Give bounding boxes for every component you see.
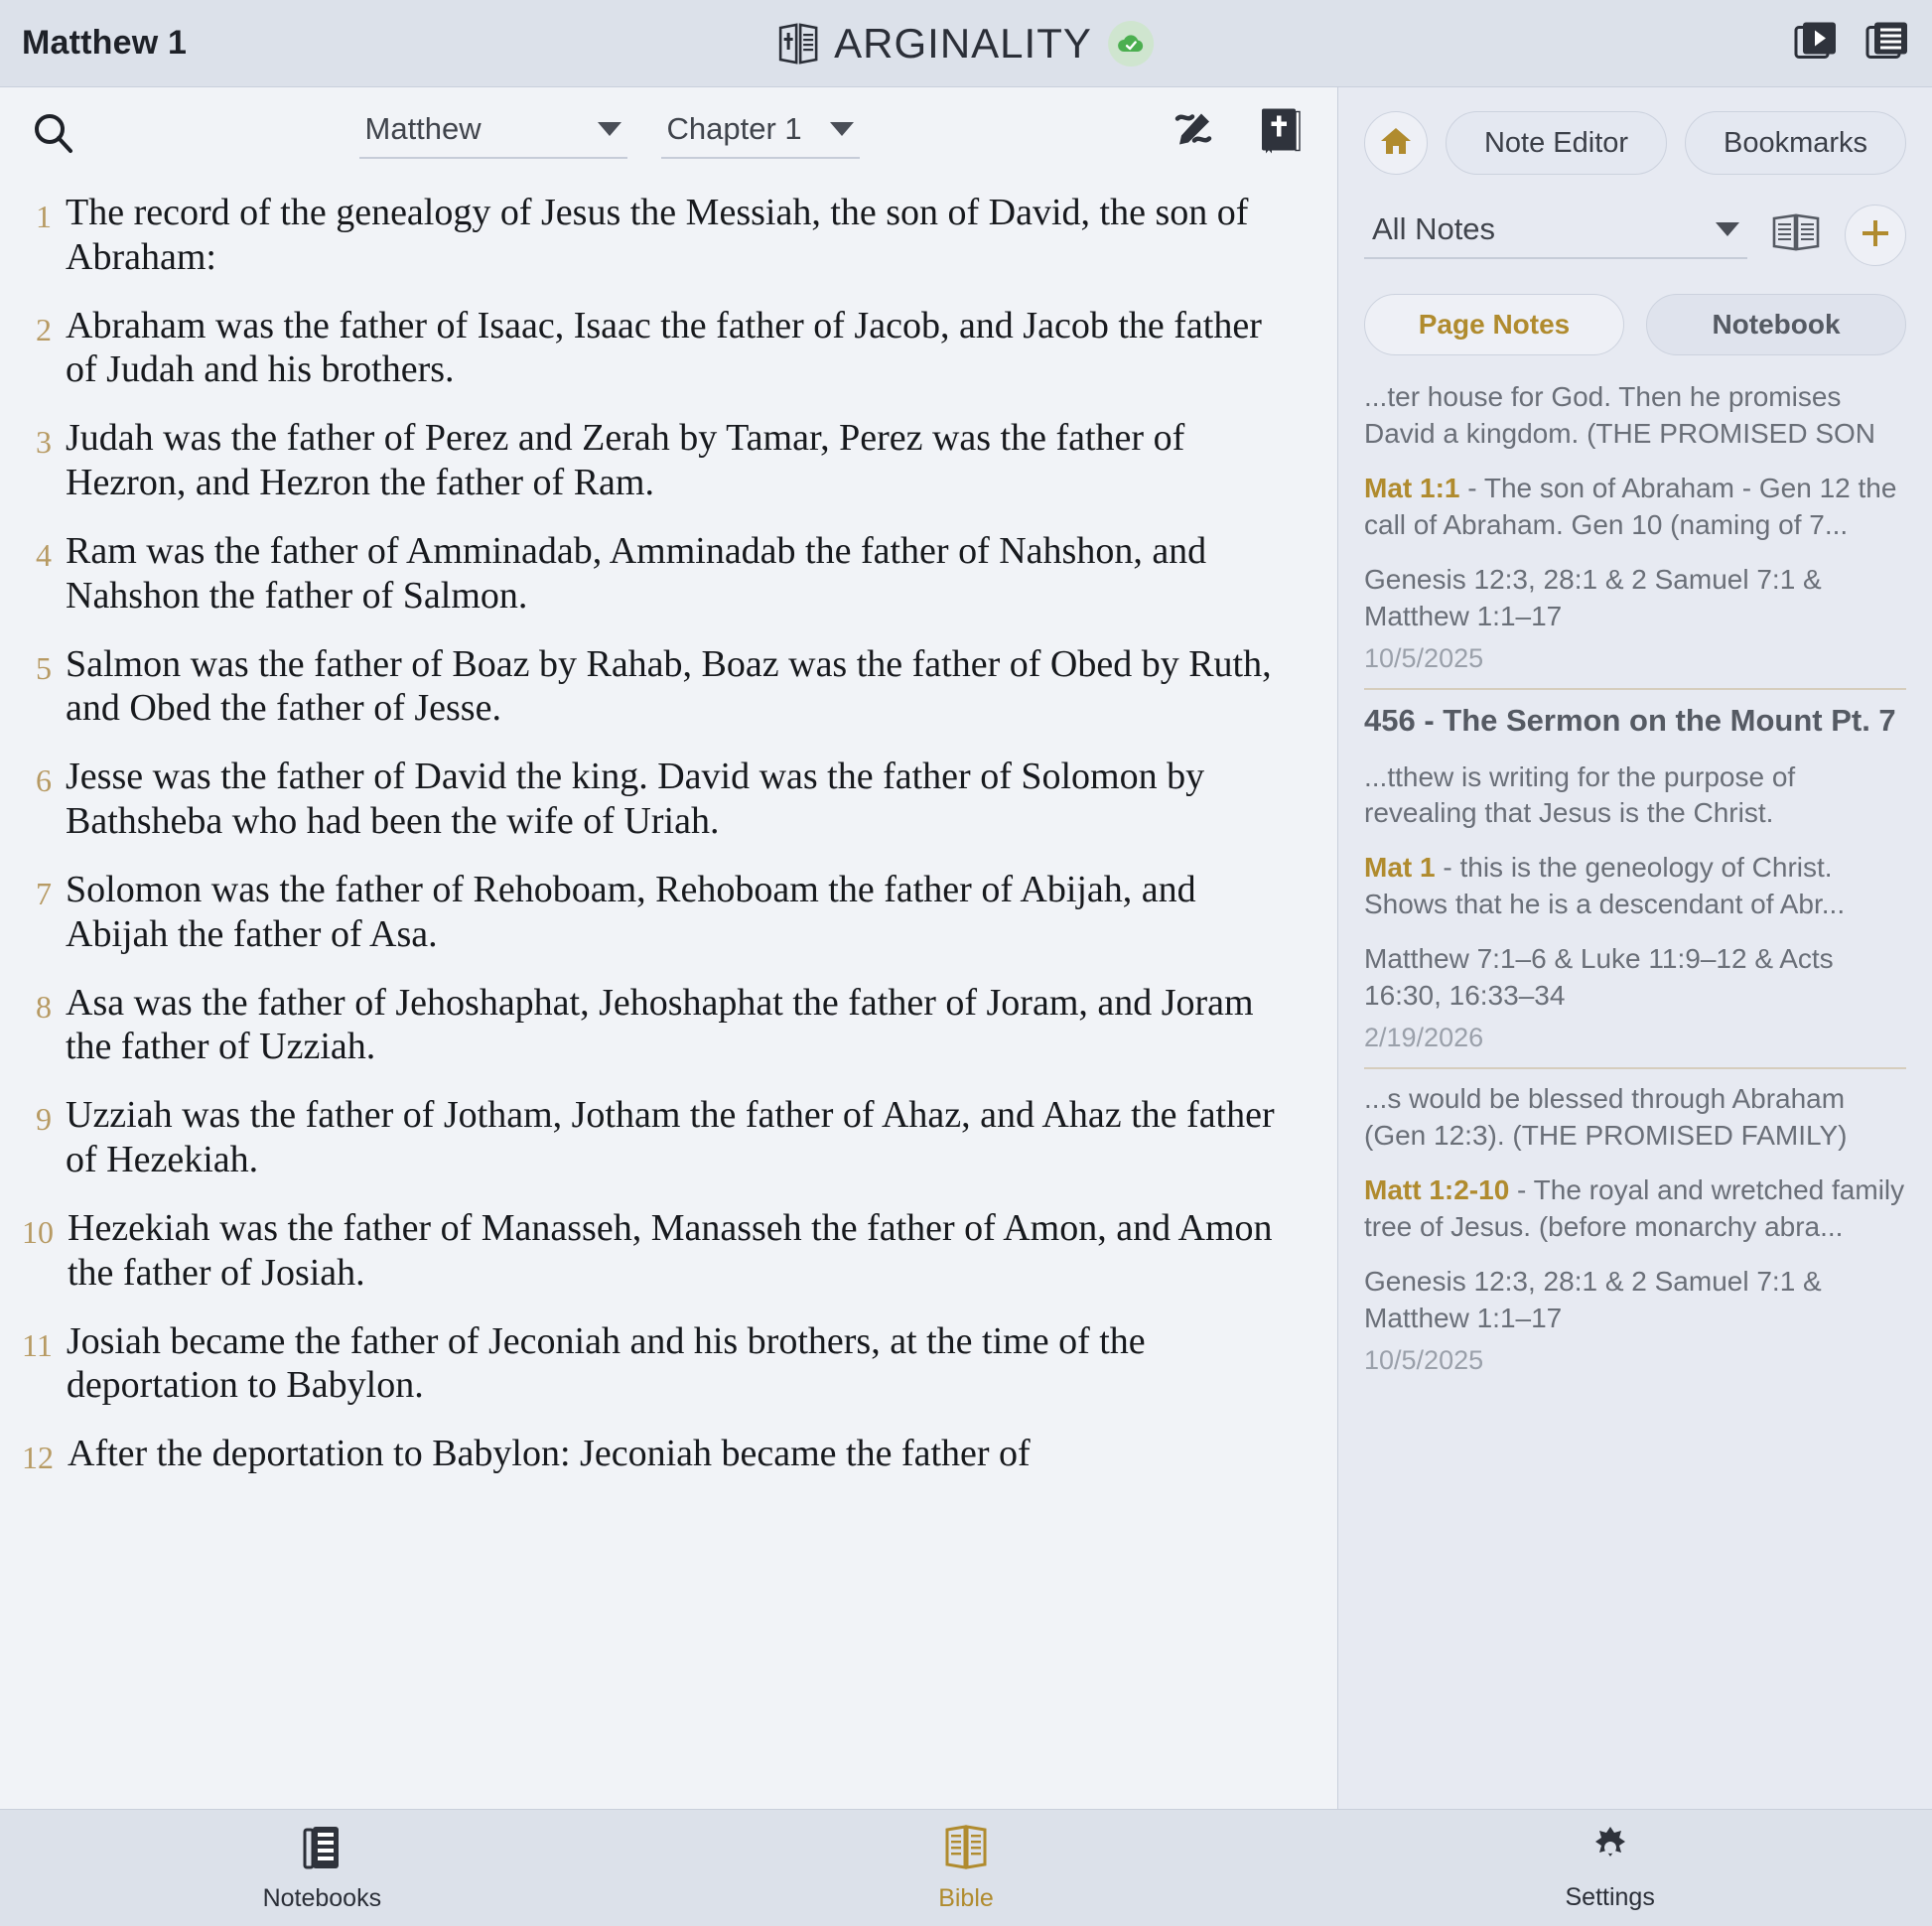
search-icon[interactable] xyxy=(26,105,81,161)
add-note-button[interactable] xyxy=(1845,205,1906,266)
cloud-check-icon xyxy=(1108,21,1154,67)
note-date: 2/19/2026 xyxy=(1364,1023,1484,1053)
note-card[interactable] xyxy=(1364,367,1906,688)
reader-tools xyxy=(1169,106,1304,161)
note-title: 456 - The Sermon on the Mount Pt. 7 xyxy=(1364,702,1896,738)
notes-pane xyxy=(1338,87,1932,1809)
verse-text: The record of the genealogy of Jesus the Messiah, the son of David, the son of Abraham: xyxy=(66,192,1249,278)
note-reference: Matt 1:2-10 xyxy=(1364,1174,1510,1206)
book-selector-label: Matthew xyxy=(364,111,482,146)
home-icon xyxy=(1379,125,1413,162)
nav-item-bible[interactable] xyxy=(644,1824,1289,1913)
brand-name: ARGINALITY xyxy=(834,19,1092,67)
note-reference-line xyxy=(1364,850,1906,923)
verse-text: Jesse was the father of David the king. David was the father of Solomon by Bathsheba who had been the wife of Uriah. xyxy=(66,756,1205,843)
bookmarks-button[interactable]: Bookmarks xyxy=(1685,111,1906,175)
verse-row[interactable] xyxy=(22,755,1298,844)
note-reference: Mat 1:1 xyxy=(1364,472,1460,503)
verse-text: Salmon was the father of Boaz by Rahab, Boaz was the father of Obed by Ruth, and Obed the father of Jesse. xyxy=(66,642,1272,730)
nav-label-notebooks: Notebooks xyxy=(262,1883,382,1912)
notes-tab-group xyxy=(1338,266,1932,355)
note-excerpt: ...ter house for God. Then he promises David a kingdom. (THE PROMISED SON xyxy=(1364,381,1876,449)
verse-row[interactable] xyxy=(22,1093,1298,1182)
verse-number: 10 xyxy=(22,1213,54,1250)
nav-label-settings: Settings xyxy=(1565,1882,1655,1911)
bottom-navigation xyxy=(0,1809,1932,1926)
note-reference-text: - The royal and wretched family tree of Jesus. (before monarchy abra... xyxy=(1364,1174,1905,1243)
verse-number: 3 xyxy=(36,424,52,461)
bible-book-icon[interactable] xyxy=(1258,106,1304,161)
top-bar xyxy=(0,0,1932,87)
notes-header xyxy=(1338,87,1932,175)
note-linked-refs: Matthew 7:1–6 & Luke 11:9–12 & Acts 16:30, 16:33–34 xyxy=(1364,943,1834,1012)
note-date: 10/5/2025 xyxy=(1364,1344,1484,1375)
top-bar-actions xyxy=(1793,18,1910,69)
notes-filter-label: All Notes xyxy=(1372,211,1496,246)
gear-icon xyxy=(1587,1825,1633,1875)
chevron-down-icon xyxy=(830,122,854,136)
verse-text: Uzziah was the father of Jotham, Jotham the father of Ahaz, and Ahaz the father of Hezekiah. xyxy=(66,1094,1275,1181)
verse-row[interactable] xyxy=(22,981,1298,1070)
verse-list xyxy=(0,179,1337,1809)
verse-row[interactable] xyxy=(22,868,1298,957)
page-title: Matthew 1 xyxy=(22,24,188,62)
notebook-icon xyxy=(300,1824,344,1876)
verse-text: Solomon was the father of Rehoboam, Rehoboam the father of Abijah, and Abijah the father of Asa. xyxy=(66,868,1196,955)
note-reference-line xyxy=(1364,471,1906,544)
verse-number: 8 xyxy=(36,988,52,1025)
note-reference-line xyxy=(1364,1172,1906,1246)
open-book-icon[interactable] xyxy=(1765,211,1827,260)
verse-number: 5 xyxy=(36,649,52,686)
video-library-icon[interactable] xyxy=(1793,18,1839,69)
note-linked-refs: Genesis 12:3, 28:1 & 2 Samuel 7:1 & Matthew 1:1–17 xyxy=(1364,563,1822,631)
note-linked-refs: Genesis 12:3, 28:1 & 2 Samuel 7:1 & Matthew 1:1–17 xyxy=(1364,1266,1822,1334)
notes-filter-row xyxy=(1338,175,1932,266)
verse-number: 6 xyxy=(36,762,52,799)
verse-row[interactable] xyxy=(22,416,1298,505)
note-reference-text: - this is the geneology of Christ. Shows that he is a descendant of Abr... xyxy=(1364,852,1846,920)
verse-text: Abraham was the father of Isaac, Isaac the father of Jacob, and Jacob the father of Judah and his brothers. xyxy=(66,304,1262,391)
verse-number: 7 xyxy=(36,875,52,911)
note-date: 10/5/2025 xyxy=(1364,642,1484,673)
note-editor-button[interactable]: Note Editor xyxy=(1446,111,1667,175)
open-book-cross-icon xyxy=(778,22,818,66)
verse-text: Ram was the father of Amminadab, Amminadab the father of Nahshon, and Nahshon the father of Salmon. xyxy=(66,529,1207,617)
chevron-down-icon xyxy=(598,122,621,136)
notes-filter-select[interactable] xyxy=(1364,211,1747,259)
verse-row[interactable] xyxy=(22,529,1298,619)
book-selector[interactable] xyxy=(359,107,627,159)
home-button[interactable] xyxy=(1364,111,1428,175)
notes-list xyxy=(1338,355,1932,1809)
verse-row[interactable] xyxy=(22,1432,1298,1476)
verse-number: 11 xyxy=(22,1326,53,1363)
tab-notebook[interactable]: Notebook xyxy=(1646,294,1906,355)
verse-number: 2 xyxy=(36,311,52,347)
note-card[interactable] xyxy=(1364,1067,1906,1390)
verse-row[interactable] xyxy=(22,1319,1298,1409)
verse-text: Asa was the father of Jehoshaphat, Jehoshaphat the father of Joram, and Joram the father of Uzziah. xyxy=(66,981,1254,1068)
tab-page-notes[interactable]: Page Notes xyxy=(1364,294,1624,355)
app-brand xyxy=(778,20,1154,68)
verse-text: After the deportation to Babylon: Jeconiah became the father of xyxy=(68,1433,1031,1475)
nav-label-bible: Bible xyxy=(938,1883,994,1912)
chapter-selector-label: Chapter 1 xyxy=(666,111,802,146)
verse-number: 1 xyxy=(36,199,52,234)
verse-number: 4 xyxy=(36,536,52,573)
verse-row[interactable] xyxy=(22,304,1298,393)
note-excerpt: ...tthew is writing for the purpose of revealing that Jesus is the Christ. xyxy=(1364,760,1796,829)
verse-number: 12 xyxy=(22,1440,54,1476)
note-card[interactable] xyxy=(1364,688,1906,1068)
document-library-icon[interactable] xyxy=(1864,18,1910,69)
main-area xyxy=(0,87,1932,1809)
note-reference: Mat 1 xyxy=(1364,852,1436,884)
plus-icon xyxy=(1860,217,1891,254)
verse-row[interactable] xyxy=(22,642,1298,732)
nav-item-notebooks[interactable] xyxy=(0,1824,644,1913)
note-reference-text: - The son of Abraham - Gen 12 the call of Abraham. Gen 10 (naming of 7... xyxy=(1364,472,1897,540)
verse-row[interactable] xyxy=(22,1206,1298,1296)
verse-text: Judah was the father of Perez and Zerah by Tamar, Perez was the father of Hezron, and Hezron the father of Ram. xyxy=(66,417,1185,504)
verse-number: 9 xyxy=(36,1101,52,1138)
verse-text: Hezekiah was the father of Manasseh, Manasseh the father of Amon, and Amon the father of Josiah. xyxy=(68,1206,1273,1294)
reader-toolbar xyxy=(0,87,1337,179)
highlight-pen-icon[interactable] xyxy=(1169,107,1216,160)
verse-row[interactable] xyxy=(22,191,1298,280)
chapter-selector[interactable] xyxy=(661,107,860,159)
chevron-down-icon xyxy=(1716,222,1739,236)
note-excerpt: ...s would be blessed through Abraham (Gen 12:3). (THE PROMISED FAMILY) xyxy=(1364,1083,1848,1152)
passage-selectors xyxy=(359,107,860,159)
open-book-icon xyxy=(943,1824,989,1876)
nav-item-settings[interactable] xyxy=(1288,1825,1932,1912)
verse-text: Josiah became the father of Jeconiah and his brothers, at the time of the deportation to Babylon. xyxy=(66,1319,1146,1407)
bible-reader-pane xyxy=(0,87,1338,1809)
